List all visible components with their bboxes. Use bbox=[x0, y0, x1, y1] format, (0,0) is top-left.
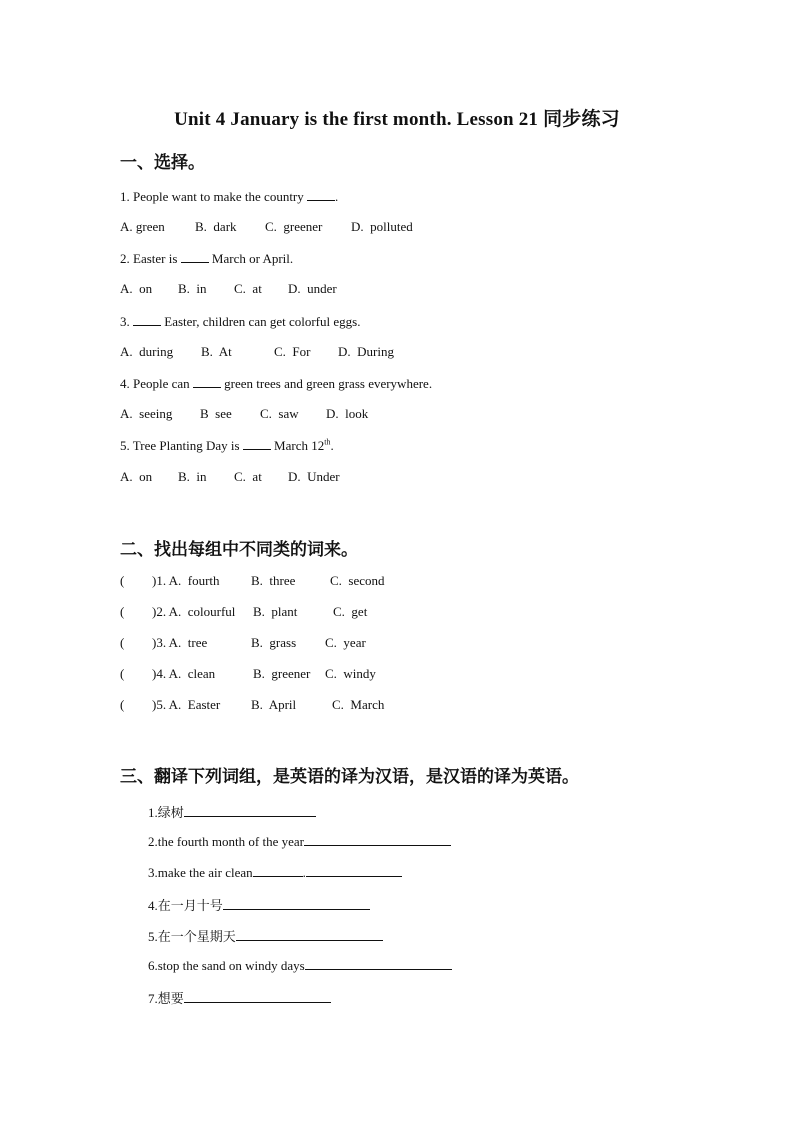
option-5b: B. in bbox=[178, 469, 207, 484]
question-1 bbox=[120, 188, 338, 205]
question-5-period: . bbox=[330, 438, 334, 453]
group-1-c: C. second bbox=[330, 573, 385, 588]
translate-item-2-text: 2.the fourth month of the year bbox=[148, 834, 304, 849]
question-5-text: 5. Tree Planting Day is bbox=[120, 438, 243, 453]
question-2 bbox=[120, 250, 293, 267]
answer-blank[interactable] bbox=[184, 990, 331, 1003]
question-3-tail: Easter, children can get colorful eggs. bbox=[161, 314, 361, 329]
translate-item-4 bbox=[148, 895, 370, 914]
option-4d: D. look bbox=[326, 406, 369, 421]
translate-item-3 bbox=[148, 864, 402, 881]
translate-item-1 bbox=[148, 802, 316, 821]
option-2a: A. on bbox=[120, 281, 153, 296]
question-1-text: 1. People want to make the country bbox=[120, 189, 308, 204]
option-5c: C. at bbox=[234, 469, 262, 484]
translate-item-3-text: 3.make the air clean bbox=[148, 865, 253, 880]
answer-blank[interactable] bbox=[243, 437, 271, 450]
answer-blank[interactable] bbox=[306, 864, 402, 877]
answer-paren[interactable]: ( bbox=[120, 635, 125, 650]
translate-item-4-text: 4.在一月十号 bbox=[148, 898, 223, 913]
question-5-tail: March 12 bbox=[270, 438, 325, 453]
answer-blank[interactable] bbox=[305, 957, 452, 970]
group-4-b: B. greener bbox=[253, 666, 311, 681]
group-4-a: )4. A. clean bbox=[152, 666, 216, 681]
question-1-tail: . bbox=[335, 189, 339, 204]
group-3-b: B. grass bbox=[251, 635, 297, 650]
option-5a: A. on bbox=[120, 469, 153, 484]
option-4a: A. seeing bbox=[120, 406, 173, 421]
answer-blank[interactable] bbox=[307, 188, 335, 201]
group-5-c: C. March bbox=[332, 697, 385, 712]
answer-paren[interactable]: ( bbox=[120, 573, 125, 588]
question-4-text: 4. People can bbox=[120, 376, 193, 391]
option-2b: B. in bbox=[178, 281, 207, 296]
option-1b: B. dark bbox=[195, 219, 237, 234]
option-5d: D. Under bbox=[288, 469, 340, 484]
ordinal-suffix: th bbox=[324, 437, 331, 447]
answer-paren[interactable]: ( bbox=[120, 604, 125, 619]
translate-item-7-text: 7.想要 bbox=[148, 991, 184, 1006]
option-4c: C. saw bbox=[260, 406, 299, 421]
section3-heading: 三、翻译下列词组，是英语的译为汉语，是汉语的译为英语。 bbox=[120, 767, 579, 787]
answer-blank[interactable] bbox=[181, 250, 209, 263]
group-3-a: )3. A. tree bbox=[152, 635, 208, 650]
group-4-c: C. windy bbox=[325, 666, 376, 681]
question-4 bbox=[120, 375, 432, 392]
translate-item-3-sep: . bbox=[302, 865, 306, 880]
option-2c: C. at bbox=[234, 281, 262, 296]
question-4-tail: green trees and green grass everywhere. bbox=[220, 376, 433, 391]
option-1c: C. greener bbox=[265, 219, 323, 234]
section2-heading: 二、找出每组中不同类的词来。 bbox=[120, 540, 358, 560]
translate-item-6 bbox=[148, 957, 452, 974]
translate-item-7 bbox=[148, 988, 331, 1007]
option-3a: A. during bbox=[120, 344, 174, 359]
option-1a: A. green bbox=[120, 219, 165, 234]
group-2-c: C. get bbox=[333, 604, 368, 619]
question-2-tail: March or April. bbox=[208, 251, 294, 266]
option-2d: D. under bbox=[288, 281, 337, 296]
group-5-a: )5. A. Easter bbox=[152, 697, 221, 712]
translate-item-5-text: 5.在一个星期天 bbox=[148, 929, 236, 944]
answer-blank[interactable] bbox=[133, 313, 161, 326]
question-2-text: 2. Easter is bbox=[120, 251, 181, 266]
question-5 bbox=[120, 437, 334, 454]
answer-blank[interactable] bbox=[223, 897, 370, 910]
group-2-b: B. plant bbox=[253, 604, 298, 619]
answer-blank[interactable] bbox=[253, 864, 303, 877]
answer-blank[interactable] bbox=[236, 928, 383, 941]
answer-blank[interactable] bbox=[304, 833, 451, 846]
answer-paren[interactable]: ( bbox=[120, 666, 125, 681]
group-2-a: )2. A. colourful bbox=[152, 604, 236, 619]
option-3b: B. At bbox=[201, 344, 232, 359]
group-5-b: B. April bbox=[251, 697, 297, 712]
translate-item-1-text: 1.绿树 bbox=[148, 805, 184, 820]
answer-paren[interactable]: ( bbox=[120, 697, 125, 712]
answer-blank[interactable] bbox=[184, 804, 316, 817]
group-1-b: B. three bbox=[251, 573, 296, 588]
translate-item-5 bbox=[148, 926, 383, 945]
option-1d: D. polluted bbox=[351, 219, 413, 234]
answer-blank[interactable] bbox=[193, 375, 221, 388]
option-4b: B see bbox=[200, 406, 232, 421]
section1-heading: 一、选择。 bbox=[120, 153, 205, 173]
option-3d: D. During bbox=[338, 344, 394, 359]
group-1-a: )1. A. fourth bbox=[152, 573, 220, 588]
question-3-text: 3. bbox=[120, 314, 133, 329]
translate-item-2 bbox=[148, 833, 451, 850]
group-3-c: C. year bbox=[325, 635, 366, 650]
option-3c: C. For bbox=[274, 344, 311, 359]
question-3 bbox=[120, 313, 360, 330]
translate-item-6-text: 6.stop the sand on windy days bbox=[148, 958, 305, 973]
page-title: Unit 4 January is the first month. Lesson 21 同步练习 bbox=[174, 109, 620, 130]
